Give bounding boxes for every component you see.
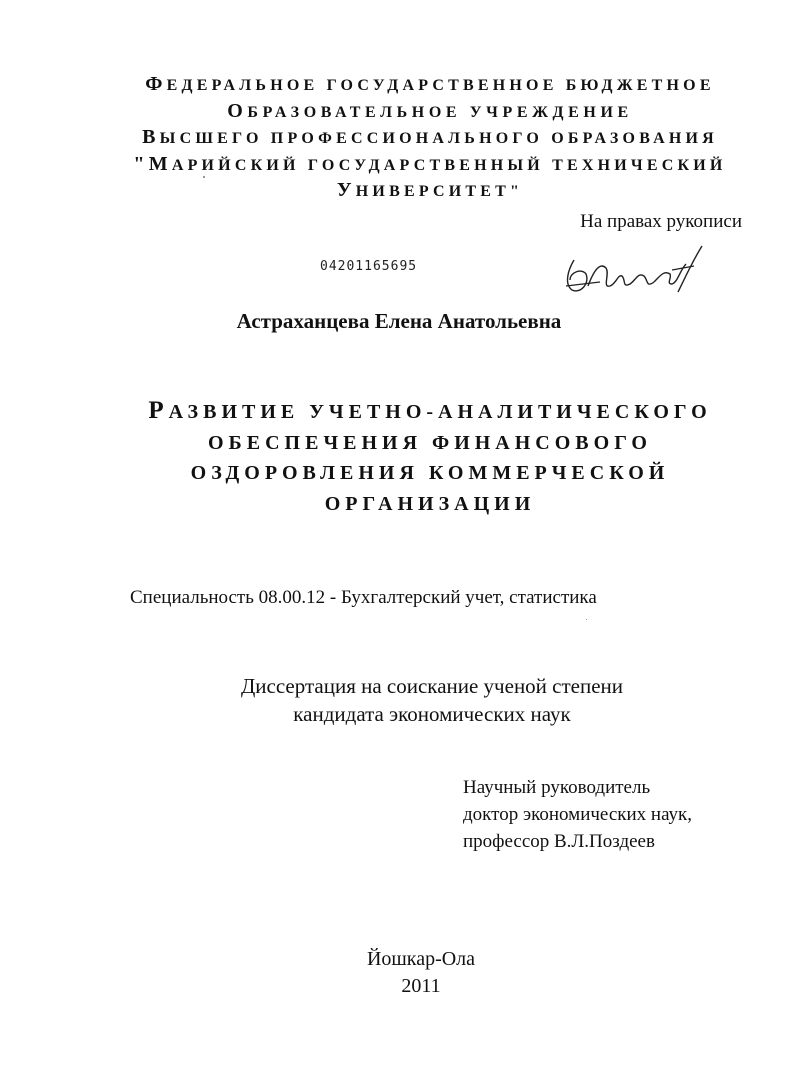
degree-line: кандидата экономических наук: [293, 702, 571, 726]
institution-line: ФЕДЕРАЛЬНОЕ ГОСУДАРСТВЕННОЕ БЮДЖЕТНОЕ: [145, 73, 715, 95]
document-code: 04201165695: [320, 259, 418, 274]
dissertation-title: [60, 396, 798, 519]
institution-line: ВЫСШЕГО ПРОФЕССИОНАЛЬНОГО ОБРАЗОВАНИЯ: [142, 126, 718, 148]
supervisor-line: Научный руководитель: [463, 777, 651, 798]
footer-block: [0, 946, 798, 1000]
author-name: Астраханцева Елена Анатольевна: [236, 309, 562, 333]
degree-line: Диссертация на соискание ученой степени: [240, 674, 624, 698]
specialty: Специальность 08.00.12 - Бухгалтерский учет, статистика: [130, 587, 597, 608]
supervisor-block: [463, 774, 692, 855]
institution-line: УНИВЕРСИТЕТ": [336, 179, 524, 201]
supervisor-line: доктор экономических наук,: [463, 804, 693, 825]
title-line: ОРГАНИЗАЦИИ: [324, 492, 536, 515]
footer-city: Йошкар-Ола: [366, 948, 476, 970]
manuscript-note: На правах рукописи: [580, 211, 742, 232]
institution-line: "МАРИЙСКИЙ ГОСУДАРСТВЕННЫЙ ТЕХНИЧЕСКИЙ: [133, 152, 727, 175]
institution-line: ОБРАЗОВАТЕЛЬНОЕ УЧРЕЖДЕНИЕ: [227, 99, 633, 122]
degree-statement: [112, 672, 752, 728]
title-line: РАЗВИТИЕ УЧЕТНО-АНАЛИТИЧЕСКОГО: [148, 397, 712, 424]
footer-year: 2011: [401, 975, 441, 997]
author-signature: [560, 240, 710, 302]
scan-speck: [203, 176, 205, 178]
title-line: ОЗДОРОВЛЕНИЯ КОММЕРЧЕСКОЙ: [190, 462, 670, 484]
institution-header: [60, 72, 798, 205]
supervisor-line: профессор В.Л.Поздеев: [463, 831, 655, 852]
title-line: ОБЕСПЕЧЕНИЯ ФИНАНСОВОГО: [207, 431, 652, 454]
scan-speck: [586, 619, 587, 620]
